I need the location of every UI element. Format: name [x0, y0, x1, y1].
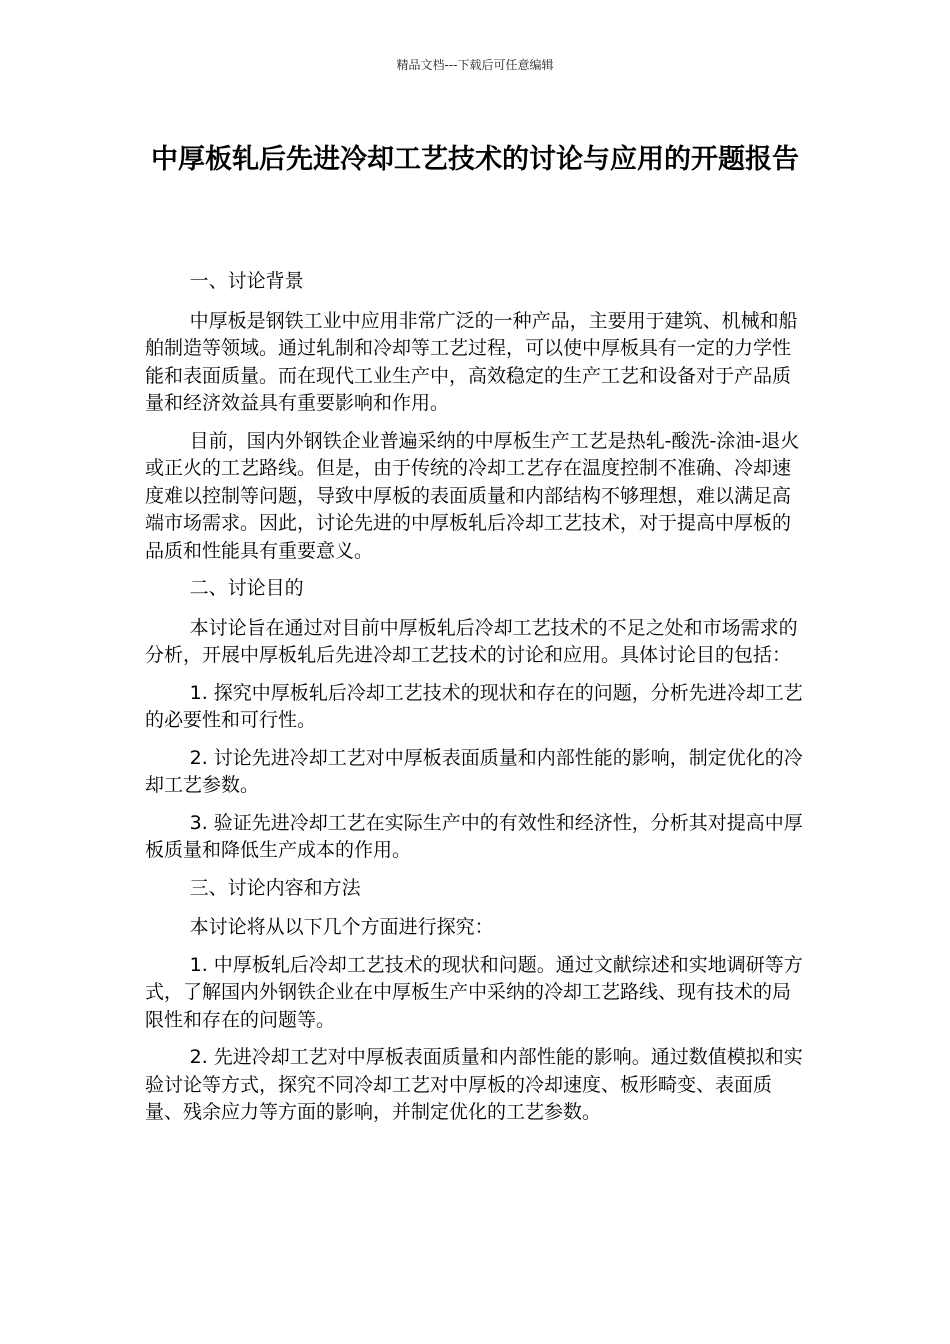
document-body: [145, 268, 805, 1137]
document-title: 中厚板轧后先进冷却工艺技术的讨论与应用的开题报告: [151, 144, 799, 175]
paragraph: 中厚板是钢铁工业中应用非常广泛的一种产品，主要用于建筑、机械和船舶制造等领域。通过轧制和冷却等工艺过程，可以使中厚板具有一定的力学性能和表面质量。而在现代工业生产中，高效稳定的生产工艺和设备对于产品质量和经济效益具有重要影响和作用。: [145, 309, 798, 414]
section-heading-content-methods: 三、讨论内容和方法: [189, 876, 361, 899]
section-heading-purpose: 二、讨论目的: [189, 577, 304, 599]
section-heading-background: 一、讨论背景: [189, 270, 304, 292]
list-item: 3. 验证先进冷却工艺在实际生产中的有效性和经济性，分析其对提高中厚板质量和降低生产成本的作用。: [145, 811, 803, 861]
paragraph: 目前，国内外钢铁企业普遍采纳的中厚板生产工艺是热轧-酸洗-涂油-退火或正火的工艺路线。但是，由于传统的冷却工艺存在温度控制不准确、冷却速度难以控制等问题，导致中厚板的表面质量和内部结构不够理想，难以满足高端市场需求。因此，讨论先进的中厚板轧后冷却工艺技术，对于提高中厚板的品质和性能具有重要意义。: [145, 429, 800, 562]
list-item: 1. 探究中厚板轧后冷却工艺技术的现状和存在的问题，分析先进冷却工艺的必要性和可行性。: [145, 681, 803, 731]
paragraph: 本讨论旨在通过对目前中厚板轧后冷却工艺技术的不足之处和市场需求的分析，开展中厚板轧后先进冷却工艺技术的讨论和应用。具体讨论目的包括：: [145, 616, 798, 666]
list-item: 1. 中厚板轧后冷却工艺技术的现状和问题。通过文献综述和实地调研等方式，了解国内外钢铁企业在中厚板生产中采纳的冷却工艺路线、现有技术的局限性和存在的问题等。: [145, 953, 803, 1031]
page-header-note: 精品文档---下载后可任意编辑: [396, 58, 554, 72]
paragraph: 本讨论将从以下几个方面进行探究：: [189, 916, 494, 938]
list-item: 2. 先进冷却工艺对中厚板表面质量和内部性能的影响。通过数值模拟和实验讨论等方式，探究不同冷却工艺对中厚板的冷却速度、板形畸变、表面质量、残余应力等方面的影响，并制定优化的工艺参数。: [145, 1046, 803, 1123]
list-item: 2. 讨论先进冷却工艺对中厚板表面质量和内部性能的影响，制定优化的冷却工艺参数。: [145, 746, 803, 796]
